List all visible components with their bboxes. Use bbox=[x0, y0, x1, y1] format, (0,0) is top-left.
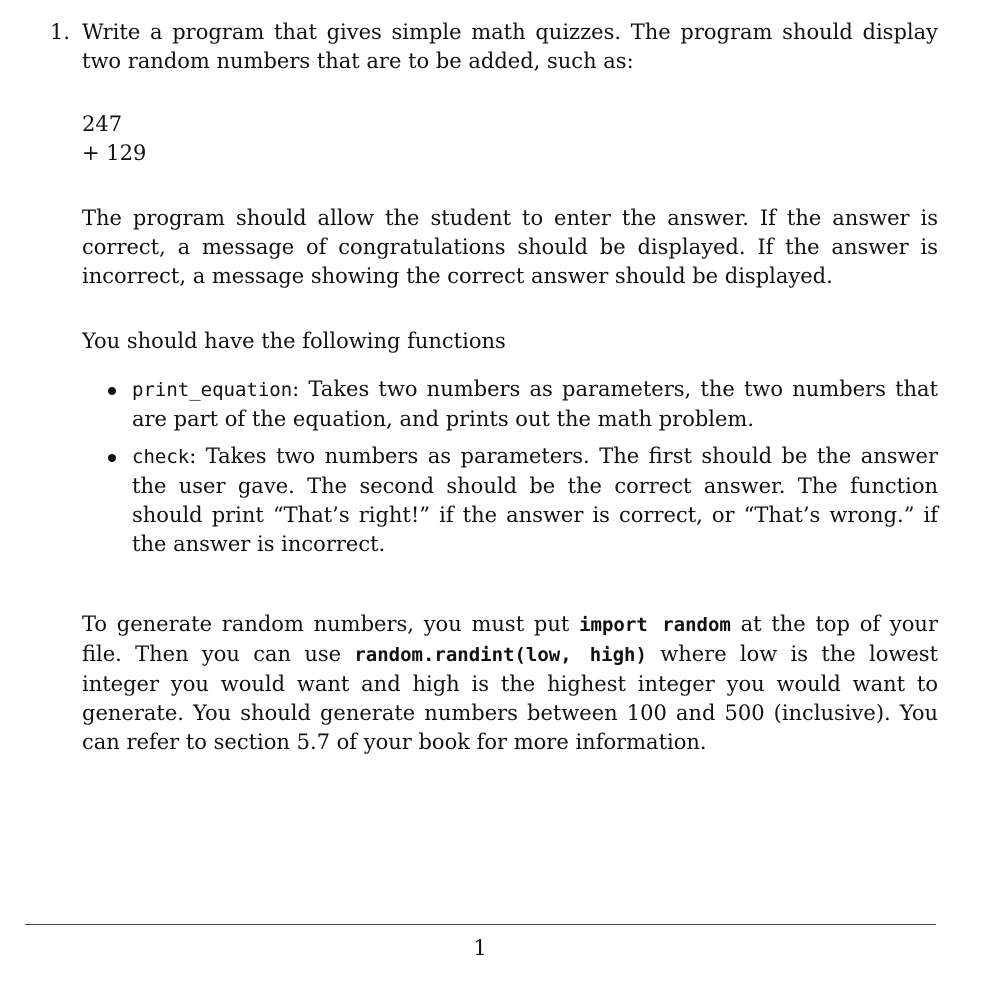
function-name: print_equation bbox=[132, 379, 293, 401]
example-first-number: 247 bbox=[82, 112, 123, 136]
problem-number: 1. bbox=[50, 20, 71, 44]
functions-list bbox=[108, 375, 938, 559]
footer-rule bbox=[25, 924, 936, 925]
function-description: : Takes two numbers as parameters, the two numbers that are part of the equation, and prints out the math problem. bbox=[132, 377, 938, 431]
bullet-icon bbox=[108, 387, 116, 395]
page-number: 1 bbox=[473, 936, 487, 960]
import-code: import random bbox=[579, 614, 731, 636]
function-item-print-equation bbox=[108, 375, 938, 434]
example-equation bbox=[82, 110, 938, 168]
function-item-check bbox=[108, 442, 938, 559]
random-text-part1: To generate random numbers, you must put bbox=[82, 612, 580, 636]
random-text-part3: where low is the lowest integer you would want and high is the highest integer you would want to generate. You should generate numbers between 100 and 500 (inclusive). You can refer to section 5.7 of your book for more information. bbox=[82, 642, 938, 754]
function-name: check bbox=[132, 446, 190, 468]
problem-intro: Write a program that gives simple math quizzes. The program should display two random numbers that are to be added, such as: bbox=[82, 20, 938, 73]
feedback-paragraph: The program should allow the student to enter the answer. If the answer is correct, a message of congratulations should be displayed. If the answer is incorrect, a message showing the correct answer should be displayed. bbox=[82, 206, 938, 288]
bullet-icon bbox=[108, 454, 116, 462]
example-second-number: + 129 bbox=[82, 141, 147, 165]
function-description: : Takes two numbers as parameters. The first should be the answer the user gave. The second should be the correct answer. The function should print “That’s right!” if the answer is correct, or “That’s wrong.” if the answer is incorrect. bbox=[132, 444, 938, 556]
random-paragraph bbox=[82, 610, 938, 757]
randint-code: random.randint(low, high) bbox=[354, 644, 647, 666]
random-text-part2: at the top of your file. Then you can use bbox=[82, 612, 938, 666]
functions-intro: You should have the following functions bbox=[82, 329, 506, 353]
